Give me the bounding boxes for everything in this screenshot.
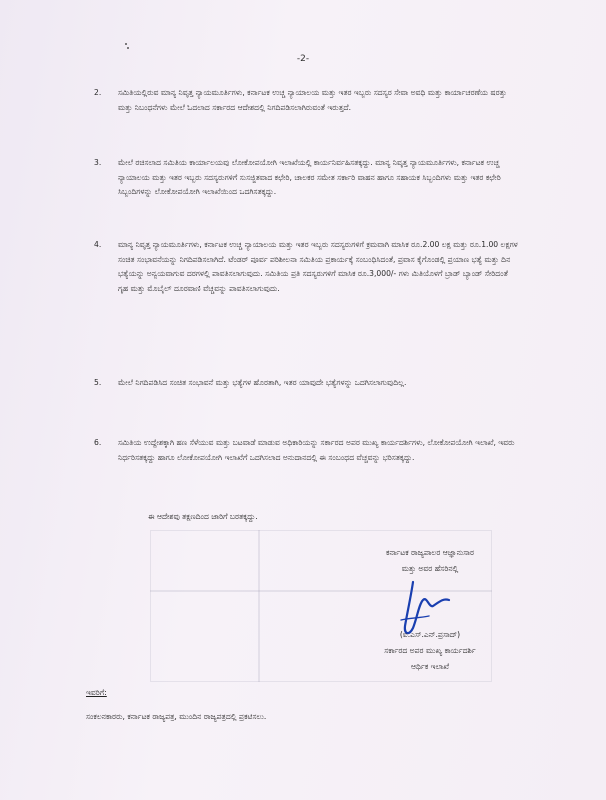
paragraph-2 [94,86,518,115]
paragraph-text: ಮೇಲೆ ನಿಗದಿಪಡಿಸಿದ ಸಂಚಿತ ಸಂಭಾವನೆ ಮತ್ತು ಭತ್ಯೆಗಳ ಹೊರತಾಗಿ, ಇತರ ಯಾವುದೇ ಭತ್ಯೆಗಳನ್ನು ಒದಗಿಸಲಾಗುವುದಿಲ್ಲ. [118,378,407,387]
scan-speck [127,47,129,49]
paragraph-text: ಮಾನ್ಯ ನಿವೃತ್ತ ನ್ಯಾಯಮೂರ್ತಿಗಳು, ಕರ್ನಾಟಕ ಉಚ್ಚ ನ್ಯಾಯಾಲಯ ಮತ್ತು ಇತರ ಇಬ್ಬರು ಸದಸ್ಯರುಗಳಿಗೆ ಕ್ರಮವಾಗಿ ಮಾಸಿಕ ರೂ.2.00 ಲಕ್ಷ ಮತ್ತು ರೂ.1.00 ಲಕ್ಷಗಳ ಸಂಚಿತ ಸಂಭಾವನೆಯನ್ನು ನಿಗದಿಪಡಿಸಲಾಗಿದೆ. ಟೆಂಡರ್ ಪೂರ್ವ ಪರಿಶೀಲನಾ ಸಮಿತಿಯ ಪ್ರಕಾರ್ಯಕ್ಕೆ ಸಂಬಂಧಿಸಿದಂತೆ, ಪ್ರವಾಸ ಕೈಗೊಂಡಲ್ಲಿ ಪ್ರಯಾಣ ಭತ್ಯೆ ಮತ್ತು ದಿನ ಭತ್ಯೆಯನ್ನು ಅನ್ವಯವಾಗುವ ದರಗಳಲ್ಲಿ ಪಾವತಿಸಲಾಗುವುದು. ಸಮಿತಿಯ ಪ್ರತಿ ಸದಸ್ಯರುಗಳಿಗೆ ಮಾಸಿಕ ರೂ.3,000/- ಗಳು ಮಿತಿಯೊಳಗೆ ಬ್ರಾಡ್ ಬ್ಯಾಂಡ್ ಸೇರಿದಂತೆ ಗೃಹ ಮತ್ತು ಮೊಬೈಲ್ ದೂರವಾಣಿ ವೆಚ್ಚವನ್ನು ಪಾವತಿಸಲಾಗುವುದು. [118,240,518,293]
effective-order-line: ಈ ಆದೇಶವು ತಕ್ಷಣದಿಂದ ಜಾರಿಗೆ ಬರತಕ್ಕದ್ದು. [148,512,258,521]
paragraph-number: 3. [94,158,102,167]
paragraph-5 [94,376,518,391]
signatory-department: ಆರ್ಥಿಕ ಇಲಾಖೆ [410,662,450,671]
paragraph-number: 2. [94,88,102,97]
recipient-line: ಸಂಕಲನಕಾರರು, ಕರ್ನಾಟಕ ರಾಜ್ಯಪತ್ರ, ಮುಂದಿನ ರಾಜ್ಯಪತ್ರದಲ್ಲಿ ಪ್ರಕಟಿಸಲು. [86,712,267,721]
scan-speck [125,43,127,45]
paragraph-number: 6. [94,438,102,447]
signatory-designation: ಸರ್ಕಾರದ ಅಪರ ಮುಖ್ಯ ಕಾರ್ಯದರ್ಶಿ [384,646,476,655]
paragraph-number: 5. [94,378,102,387]
paragraph-text: ಸಮಿತಿಯಲ್ಲಿರುವ ಮಾನ್ಯ ನಿವೃತ್ತ ನ್ಯಾಯಮೂರ್ತಿಗಳು, ಕರ್ನಾಟಕ ಉಚ್ಚ ನ್ಯಾಯಾಲಯ ಮತ್ತು ಇತರ ಇಬ್ಬರು ಸದಸ್ಯರ ಸೇವಾ ಅವಧಿ ಮತ್ತು ಕಾರ್ಯಾಚರಣೆಯ ಷರತ್ತು ಮತ್ತು ನಿಬಂಧನೆಗಳು ಮೇಲೆ ಓದಲಾದ ಸರ್ಕಾರದ ಆದೇಶದಲ್ಲಿ ನಿಗದಿಪಡಿಸಲಾಗಿರುವಂತೆ ಇರುತ್ತದೆ. [118,88,507,112]
paragraph-text: ಸಮಿತಿಯ ಉದ್ದೇಶಕ್ಕಾಗಿ ಹಣ ಸೆಳೆಯುವ ಮತ್ತು ಬಟವಾಡೆ ಮಾಡುವ ಅಧಿಕಾರಿಯನ್ನು ಸರ್ಕಾರದ ಅಪರ ಮುಖ್ಯ ಕಾರ್ಯದರ್ಶಿಗಳು, ಲೋಕೋಪಯೋಗಿ ಇಲಾಖೆ, ಇವರು ನಿರ್ಧರಿಸತಕ್ಕದ್ದು ಹಾಗೂ ಲೋಕೋಪಯೋಗಿ ಇಲಾಖೆಗೆ ಒದಗಿಸಲಾದ ಅನುದಾನದಲ್ಲಿ ಈ ಸಂಬಂಧದ ವೆಚ್ಚವನ್ನು ಭರಿಸತಕ್ಕದ್ದು. [118,438,515,462]
signatory-name: (ಐ.ಎಸ್.ಎನ್.ಪ್ರಸಾದ್) [399,630,461,639]
paragraph-text: ಮೇಲೆ ರಚಿಸಲಾದ ಸಮಿತಿಯ ಕಾರ್ಯಾಲಯವು ಲೋಕೋಪಯೋಗಿ ಇಲಾಖೆಯಲ್ಲಿ ಕಾರ್ಯನಿರ್ವಹಿಸತಕ್ಕದ್ದು. ಮಾನ್ಯ ನಿವೃತ್ತ ನ್ಯಾಯಮೂರ್ತಿಗಳು, ಕರ್ನಾಟಕ ಉಚ್ಚ ನ್ಯಾಯಾಲಯ ಮತ್ತು ಇತರ ಇಬ್ಬರು ಸದಸ್ಯರುಗಳಿಗೆ ಸುಸಜ್ಜಿತವಾದ ಕಛೇರಿ, ಚಾಲಕರ ಸಮೇತ ಸರ್ಕಾರಿ ವಾಹನ ಹಾಗೂ ಸಹಾಯಕ ಸಿಬ್ಬಂದಿಗಳು ಮತ್ತು ಇತರ ಕಛೇರಿ ಸಿಬ್ಬಂದಿಗಳನ್ನು ಲೋಕೋಪಯೋಗಿ ಇಲಾಖೆಯಿಂದ ಒದಗಿಸತಕ್ಕದ್ದು. [118,158,501,196]
paragraph-number: 4. [94,240,102,249]
authority-line-1: ಕರ್ನಾಟಕ ರಾಜ್ಯಪಾಲರ ಆಜ್ಞಾನುಸಾರ [385,548,474,557]
paragraph-6 [94,436,518,465]
authority-line-2: ಮತ್ತು ಅವರ ಹೆಸರಿನಲ್ಲಿ [401,564,459,573]
paragraph-3 [94,156,518,200]
recipient-label: ಇವರಿಗೆ: [86,688,107,697]
page-number: -2- [296,54,310,64]
bleed-through-line [258,530,260,682]
paragraph-4 [94,238,518,296]
